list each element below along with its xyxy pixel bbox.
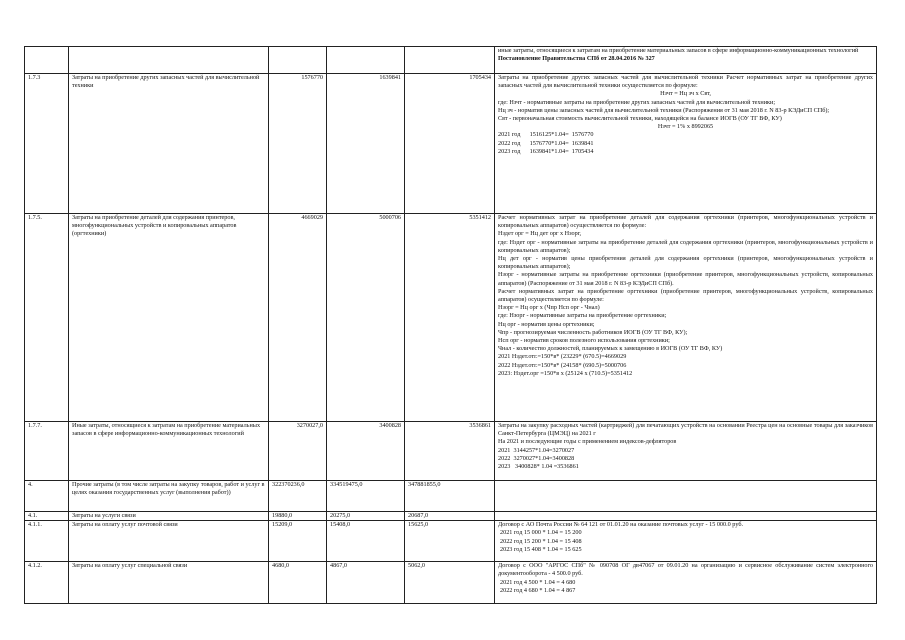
value-2022: 5000706 [327,214,405,422]
value-2023 [405,47,495,74]
calc-line: 2022 3270027*1.04=3400828 [498,454,575,462]
table-row [25,512,877,521]
calc-line: где: Нзчт - нормативные затраты на приобретение других запасных частей для вычислительной техники; [498,98,776,106]
calc-line: Нзорг - нормативные затраты на приобретение оргтехники (приобретение принтеров, многофункциональных устройств, копировальных аппаратов) (Распоряжение от 31 мая 2018 г. N 83-р КЭДиСП СПб). [498,271,873,287]
table-row [25,74,877,214]
table-row [25,481,877,512]
calc-line: 2023 3400828* 1.04 =3536861 [498,463,579,471]
row-number: 4.1.1. [25,521,69,562]
row-name: Затраты на оплату услуг специальной связи [69,562,269,604]
calculation-cell [495,214,877,422]
calc-line: Свт - первоначальная стоимость вычислительной техники, находящейся на балансе ИОГВ (ОУ ТГ ВФ, КУ) [498,115,782,123]
row-name: Затраты на приобретение других запасных частей для вычислительной техники [69,74,269,214]
calculation-cell [495,562,877,604]
value-2023: 20687,0 [405,512,495,521]
row-number: 1.7.5. [25,214,69,422]
calc-line: 2021 Нздет.отг.=150*в* (23229* (670.5)=4669029 [498,353,627,361]
value-2021: 15209,0 [269,521,327,562]
calc-line: Договор с ООО "АРГОС СПб" № 090708 ОГ дв47067 от 09.01.20 на организацию и сервисное обслуживание систем электронного документооборота - 4 500.0 руб. [498,562,873,578]
value-2021 [269,47,327,74]
value-2022: 4867,0 [327,562,405,604]
value-2021: 4669029 [269,214,327,422]
value-2022: 334519475,0 [327,481,405,512]
calc-line: иные затраты, относящиеся к затратам на приобретение материальных запасов в сфере информационно-коммуникационных технологий [498,47,859,54]
calc-line: 2021 3144257*1.04=3270027 [498,446,575,454]
calc-line: 2022 Нздет.отг.=150*в* (24158* (690.5)=5000706 [498,361,627,369]
budget-table [24,46,877,604]
calc-formula: Нзчт = 1% x 8992065 [657,123,714,131]
calc-line: 2022 год 15 200 * 1.04 = 15 408 [500,537,582,545]
value-2023: 347881855,0 [405,481,495,512]
row-name [69,47,269,74]
calc-line: Чнал - количество должностей, планируемых к замещению в ИОГВ (ОУ ТГ ВФ, КУ) [498,345,723,353]
calc-line: На 2021 и последующие годы с применением индексов-дефляторов [498,438,677,446]
calc-line: 2022 год 1576770*1.04= 1639841 [498,139,594,147]
calculation-cell [495,47,877,74]
calculation-cell [495,422,877,481]
calc-line: 2022 год 4 680 * 1.04 = 4 867 [500,586,576,594]
calc-line: Затраты на приобретение других запасных частей для вычислительной техники Расчет нормативных затрат на приобретение других запасных частей для вычислительной техники осуществляется по формуле: [498,74,873,90]
calc-line: Нц дет орг - норматив цены приобретения деталей для содержания оргтехники (принтеров, многофункциональных устройств и копировальных аппаратов); [498,255,873,271]
value-2022: 1639841 [327,74,405,214]
calc-line: Нц орг - норматив цены оргтехники; [498,320,595,328]
calc-line: Затраты на закупку расходных частей (картриджей) для печатающих устройств на основании Реестра цен на основные товары для заказчиков Санкт-Петербурга (ЦМЭЦ) на 2021 г [498,422,873,438]
calc-line: Нсп орг - норматив сроков полезного использования оргтехники; [498,337,670,345]
calculation-cell [495,74,877,214]
calc-formula: Нздет орг = Нц дет орг x Нзорг, [498,230,582,238]
calc-line: 2023: Нздет.орг =150*в x (25124 x (710.5)=5351412 [498,369,633,377]
calc-line: 2023 год 1639841*1.04= 1705434 [498,147,594,155]
calculation-cell [495,521,877,562]
value-2021: 3270027,0 [269,422,327,481]
row-number: 4.1.2. [25,562,69,604]
calc-line: Нц зч - норматив цены запасных частей для вычислительной техники (Распоряжения от 31 мая 2018 г. N 83-р КЭДиСП СПб); [498,106,830,114]
row-name: Затраты на услуги связи [69,512,269,521]
calc-line: Расчет нормативных затрат на приобретение оргтехники (приобретение принтеров, многофункциональных устройств, копировальных аппаратов) осуществляется по формуле: [498,287,873,304]
value-2022: 3400828 [327,422,405,481]
value-2022: 20275,0 [327,512,405,521]
value-2022 [327,47,405,74]
calculation-cell [495,512,877,521]
value-2023: 5351412 [405,214,495,422]
table-row [25,47,877,74]
calc-line: Расчет нормативных затрат на приобретение деталей для содержания оргтехники (принтеров, многофункциональных устройств и копировальных аппаратов) осуществляется по формуле: [498,214,873,230]
calc-line: 2021 год 1516125*1.04= 1576770 [498,131,594,139]
value-2022: 15408,0 [327,521,405,562]
value-2021: 1576770 [269,74,327,214]
calculation-cell [495,481,877,512]
calc-line: Договор с АО Почта России № 64 121 от 01.01.20 на оказание почтовых услуг - 15 000.0 руб. [498,521,744,529]
value-2021: 322370236,0 [269,481,327,512]
table-row [25,562,877,604]
row-number: 4. [25,481,69,512]
row-name: Прочие затраты (в том числе затраты на закупку товаров, работ и услуг в целях оказания государственных услуг (выполнения работ)) [69,481,269,512]
value-2023: 15625,0 [405,521,495,562]
calc-line: Постановление Правительства СПб от 28.04.2016 № 327 [498,55,655,63]
table-row [25,422,877,481]
row-number: 1.7.7. [25,422,69,481]
row-name: Иные затраты, относящиеся к затратам на приобретение материальных запасов в сфере информационно-коммуникационных технологий [69,422,269,481]
calc-line: где: Нзорг - нормативные затраты на приобретение оргтехники; [498,312,667,320]
calc-formula: Нзорг = Нц орг x (Чпр Нсп орг - Чнал) [498,304,600,312]
value-2021: 19880,0 [269,512,327,521]
calc-line: Чпр - прогнозируемая численность работников ИОГВ (ОУ ТГ ВФ, КУ); [498,328,688,336]
calc-line: 2021 год 15 000 * 1.04 = 15 200 [500,529,582,537]
calc-line: 2023 год 15 408 * 1.04 = 15 625 [500,545,582,553]
row-number [25,47,69,74]
table-row [25,521,877,562]
value-2023: 3536861 [405,422,495,481]
value-2023: 1705434 [405,74,495,214]
value-2021: 4680,0 [269,562,327,604]
calc-formula: Нзчт = Нц зч x Свт, [660,90,711,98]
row-name: Затраты на оплату услуг почтовой связи [69,521,269,562]
value-2023: 5062,0 [405,562,495,604]
row-number: 4.1. [25,512,69,521]
calc-line: где: Нздет орг - нормативные затраты на приобретение деталей для содержания оргтехники (принтеров, многофункциональных устройств и копировальных аппаратов); [498,238,873,254]
row-number: 1.7.3 [25,74,69,214]
calc-line: 2021 год 4 500 * 1.04 = 4 680 [500,578,576,586]
row-name: Затраты на приобретение деталей для содержания принтеров, многофункциональных устройств и копировальных аппаратов (оргтехники) [69,214,269,422]
table-row [25,214,877,422]
